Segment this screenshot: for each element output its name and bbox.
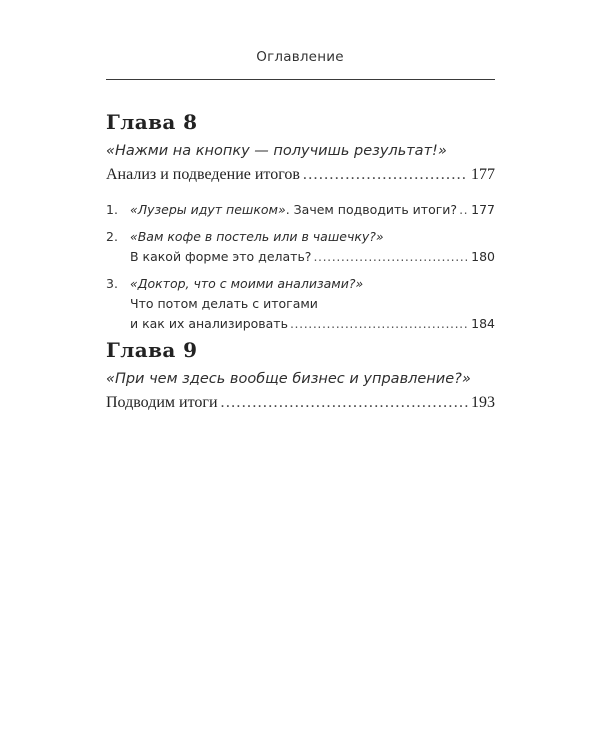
section-line [130, 274, 495, 294]
chapter-title: Анализ и подведение итогов [106, 166, 300, 183]
page-number: 177 [471, 202, 495, 217]
section-line [130, 200, 495, 220]
section-title: . Зачем подводить итоги? [285, 202, 458, 217]
section-number: 2. [106, 229, 118, 244]
dot-leader [313, 247, 469, 267]
dot-leader [290, 314, 469, 334]
section-title: Что потом делать с итогами [130, 296, 318, 311]
section-number: 3. [106, 276, 118, 291]
dot-leader [221, 392, 468, 413]
section-item[interactable] [106, 274, 495, 334]
chapter-heading: Глава 8 [106, 110, 198, 134]
page-number: 177 [471, 166, 495, 183]
page-number: 180 [471, 249, 495, 264]
section-line [130, 294, 495, 314]
dot-leader [303, 164, 468, 185]
section-italic-title: «Вам кофе в постель или в чашечку?» [130, 229, 384, 244]
header-rule [106, 79, 495, 80]
chapter-heading: Глава 9 [106, 338, 198, 362]
chapter-subtitle: «При чем здесь вообще бизнес и управление?» [106, 371, 471, 387]
section-item[interactable] [106, 227, 495, 267]
section-line [130, 247, 495, 267]
dot-leader [459, 200, 469, 220]
chapter-subtitle: «Нажми на кнопку — получишь результат!» [106, 143, 447, 159]
chapter-title-line[interactable] [106, 164, 495, 185]
section-list [106, 200, 495, 334]
section-italic-title: «Лузеры идут пешком» [130, 202, 286, 217]
section-title: В какой форме это делать? [130, 249, 312, 264]
page-number: 193 [471, 394, 495, 411]
chapter-9-entry [106, 338, 495, 413]
chapter-title-line[interactable] [106, 392, 495, 413]
section-number: 1. [106, 202, 118, 217]
section-line [130, 227, 495, 247]
running-head: Оглавление [256, 49, 344, 65]
chapter-title: Подводим итоги [106, 394, 218, 411]
section-item[interactable] [106, 200, 495, 220]
page-number: 184 [471, 316, 495, 331]
chapter-8-entry [106, 110, 495, 341]
section-title-continued: и как их анализировать [130, 316, 288, 331]
section-line [130, 314, 495, 334]
section-italic-title: «Доктор, что с моими анализами?» [130, 276, 364, 291]
